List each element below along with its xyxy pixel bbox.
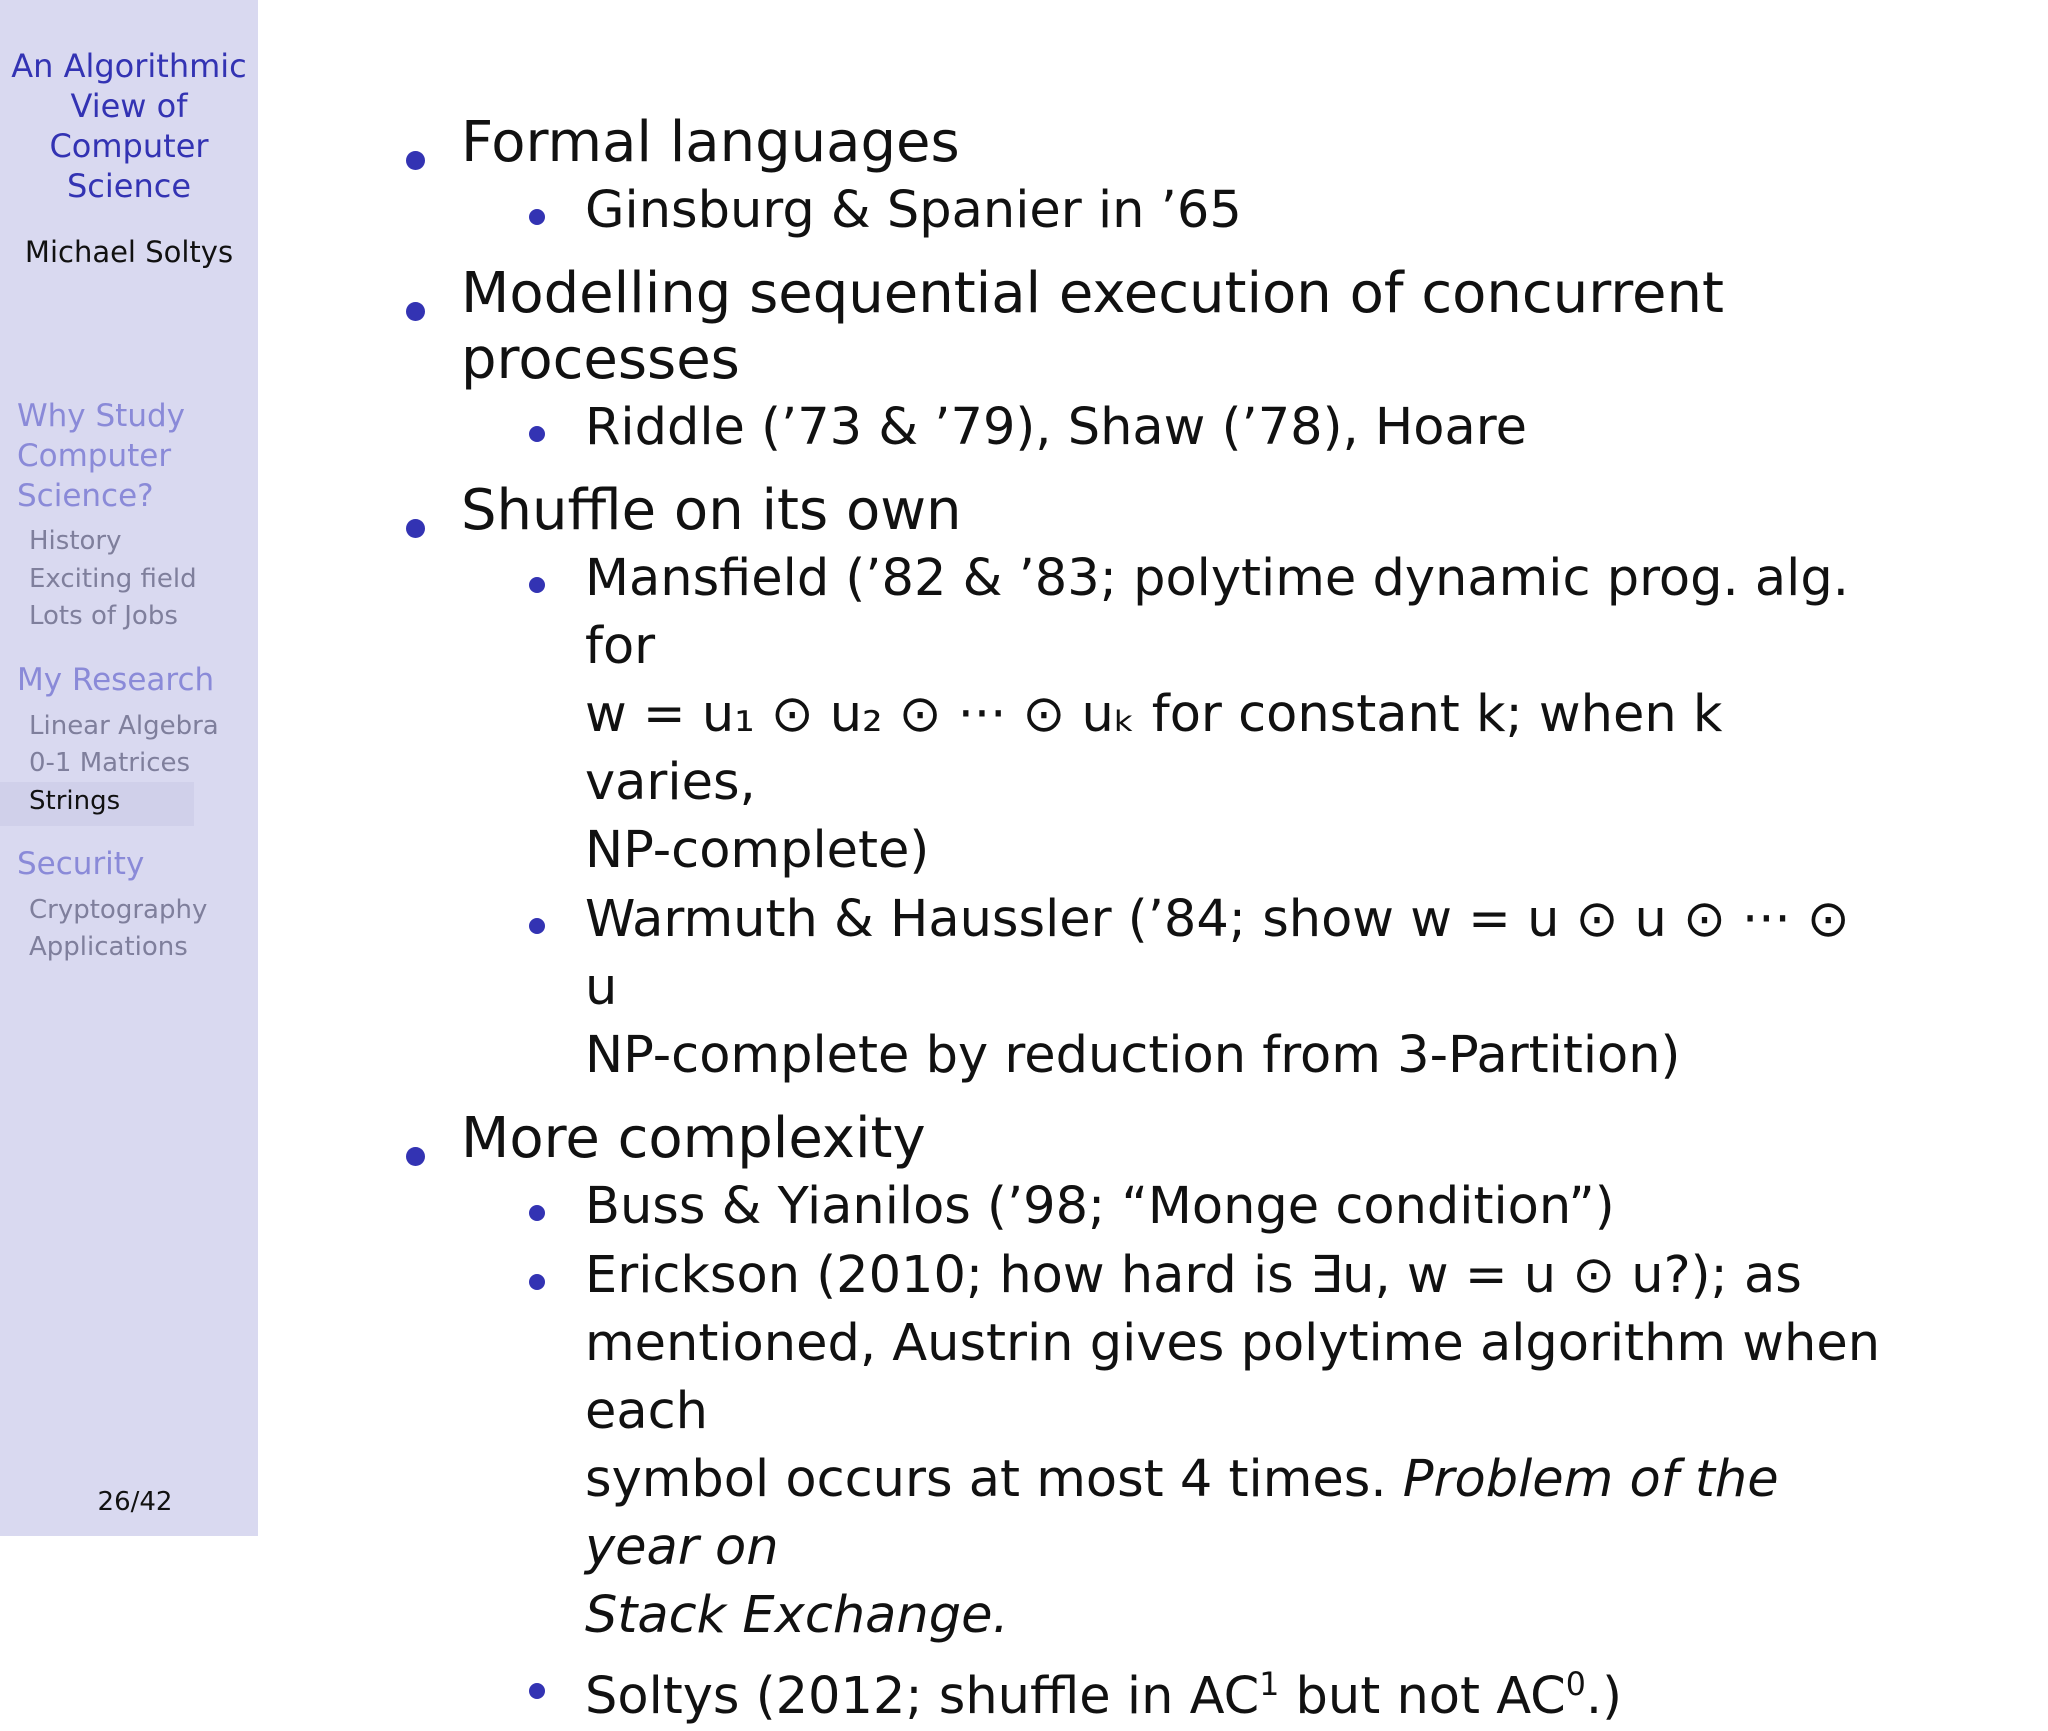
- bullet-shuffle-own: Shuffle on its own: [395, 478, 1895, 544]
- presentation-title-text: An Algorithmic View of Computer Science: [11, 47, 247, 205]
- sidebar-navigation: [0, 0, 258, 1536]
- sub-bullet-warmuth: [585, 886, 1895, 1090]
- soltys-sup-0: 0: [1565, 1667, 1586, 1703]
- nav-item-strings[interactable]: Strings: [29, 786, 121, 816]
- nav-section-security[interactable]: Security: [17, 846, 145, 882]
- page-number: 26/42: [97, 1487, 173, 1517]
- presentation-title[interactable]: [0, 46, 258, 206]
- nav-section-why-study[interactable]: Why Study Computer Science?: [17, 398, 186, 514]
- sub-bullet-soltys: [585, 1651, 1895, 1731]
- nav-item-lots-of-jobs[interactable]: Lots of Jobs: [29, 601, 178, 631]
- nav-item-linear-algebra[interactable]: Linear Algebra: [29, 711, 219, 741]
- sub-bullet-erickson: [585, 1242, 1895, 1650]
- sub-bullet-mansfield: [585, 545, 1895, 885]
- erickson-line-1: Erickson (2010; how hard is ∃u, w = u ⊙ u?); as: [585, 1246, 1802, 1305]
- erickson-line-2: mentioned, Austrin gives polytime algorithm when each: [585, 1314, 1881, 1441]
- bullet-modelling: Modelling sequential execution of concurrent processes: [395, 261, 1895, 393]
- soltys-sup-1: 1: [1259, 1667, 1280, 1703]
- bullet-formal-languages: Formal languages: [395, 110, 1895, 176]
- soltys-text-c: .): [1585, 1667, 1623, 1726]
- erickson-line-3-plain: symbol occurs at most 4 times.: [585, 1450, 1387, 1509]
- sub-bullet-buss: Buss & Yianilos (’98; “Monge condition”): [585, 1173, 1895, 1241]
- erickson-line-3-italic: Problem of the year on: [585, 1450, 1779, 1577]
- soltys-text-b: but not AC: [1279, 1667, 1566, 1726]
- mansfield-line-3: NP-complete): [585, 821, 930, 880]
- warmuth-line-2: NP-complete by reduction from 3-Partition): [585, 1026, 1681, 1085]
- nav-item-history[interactable]: History: [29, 526, 122, 556]
- slide-content: [395, 110, 1895, 1731]
- erickson-line-3: [585, 1446, 1895, 1582]
- nav-item-applications[interactable]: Applications: [29, 932, 188, 962]
- erickson-line-4: Stack Exchange.: [585, 1586, 1009, 1645]
- sub-bullet-riddle: Riddle (’73 & ’79), Shaw (’78), Hoare: [585, 394, 1895, 462]
- nav-item-cryptography[interactable]: Cryptography: [29, 895, 208, 925]
- sub-bullet-ginsburg: Ginsburg & Spanier in ’65: [585, 177, 1895, 245]
- presentation-author: Michael Soltys: [24, 235, 234, 269]
- soltys-text-a: Soltys (2012; shuffle in AC: [585, 1667, 1260, 1726]
- mansfield-line-2: w = u₁ ⊙ u₂ ⊙ ··· ⊙ uₖ for constant k; when k varies,: [585, 685, 1723, 812]
- bullet-more-complexity: More complexity: [395, 1106, 1895, 1172]
- mansfield-line-1: Mansfield (’82 & ’83; polytime dynamic prog. alg. for: [585, 549, 1849, 676]
- nav-item-01-matrices[interactable]: 0-1 Matrices: [29, 748, 191, 778]
- nav-section-my-research[interactable]: My Research: [17, 662, 215, 698]
- warmuth-line-1: Warmuth & Haussler (’84; show w = u ⊙ u ⊙ ··· ⊙ u: [585, 890, 1850, 1017]
- nav-item-exciting-field[interactable]: Exciting field: [29, 564, 197, 594]
